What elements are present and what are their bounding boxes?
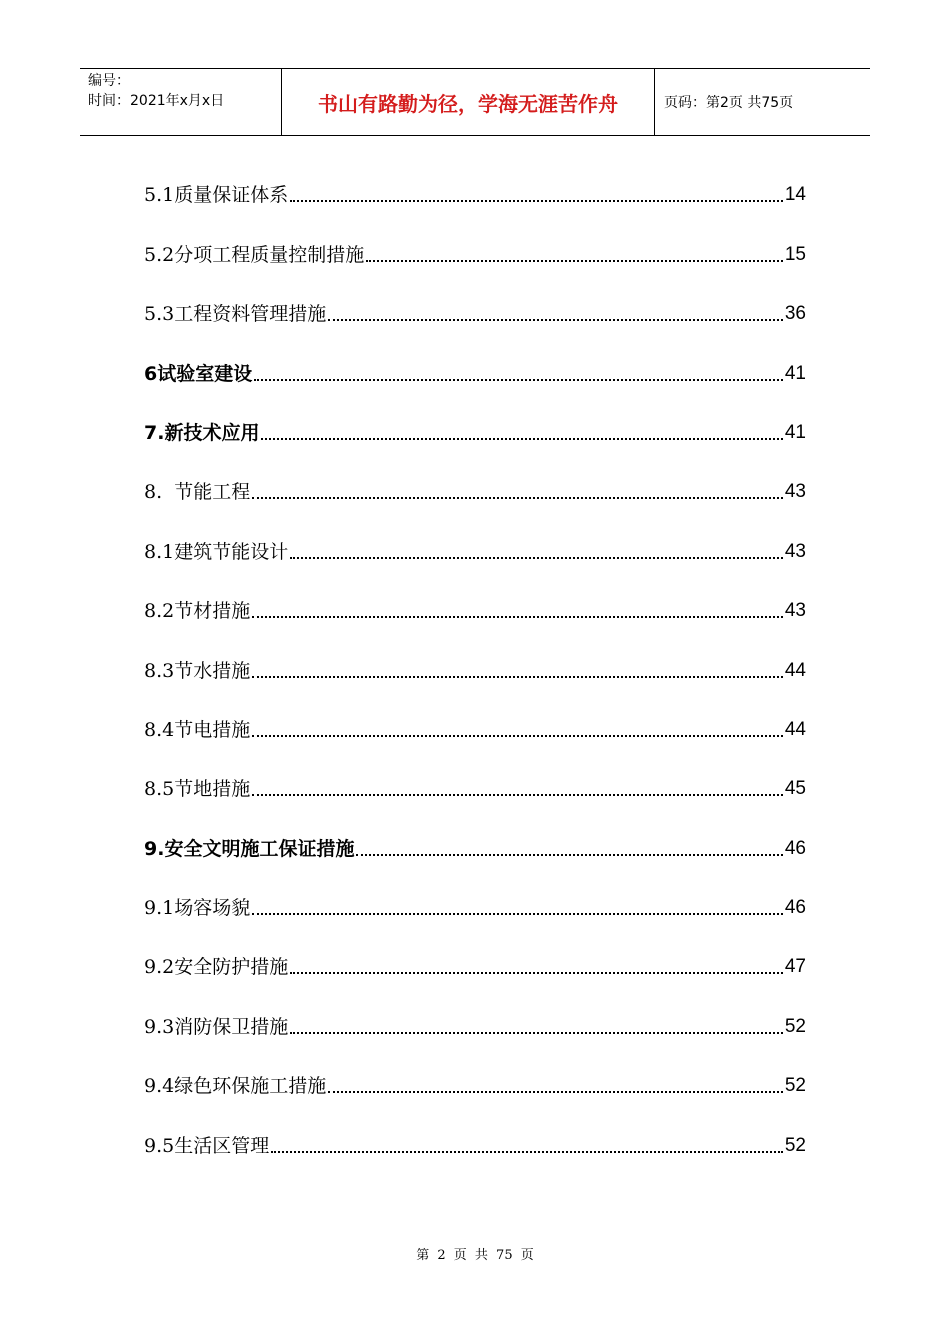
toc-entry[interactable] — [144, 689, 806, 748]
toc-entry-page: 46 — [784, 897, 806, 919]
toc-dot-leader — [290, 1032, 783, 1034]
toc-entry-label: 6试验室建设 — [144, 362, 253, 385]
toc-entry-page: 14 — [784, 184, 806, 206]
toc-entry-label: 8.5节地措施 — [144, 778, 251, 801]
toc-entry[interactable] — [144, 392, 806, 451]
header-number-label: 编号： — [88, 73, 130, 89]
toc-dot-leader — [252, 794, 783, 796]
toc-entry[interactable] — [144, 629, 806, 688]
toc-dot-leader — [252, 616, 783, 618]
toc-entry-label: 9.2安全防护措施 — [144, 956, 289, 979]
toc-entry[interactable] — [144, 807, 806, 866]
table-of-contents — [144, 154, 806, 1164]
toc-dot-leader — [328, 1091, 783, 1093]
toc-dot-leader — [290, 557, 783, 559]
toc-dot-leader — [252, 676, 783, 678]
toc-dot-leader — [356, 854, 782, 856]
toc-entry-label: 8.1建筑节能设计 — [144, 540, 289, 563]
toc-entry[interactable] — [144, 213, 806, 272]
header-motto: 书山有路勤为径，学海无涯苦作舟 — [318, 91, 618, 116]
header-meta — [88, 71, 282, 111]
toc-entry-page: 52 — [784, 1075, 806, 1097]
toc-entry[interactable] — [144, 273, 806, 332]
toc-dot-leader — [328, 319, 783, 321]
toc-entry-page: 52 — [784, 1015, 806, 1037]
toc-entry[interactable] — [144, 985, 806, 1044]
toc-entry[interactable] — [144, 332, 806, 391]
toc-entry-label: 9.1场容场貌 — [144, 897, 251, 920]
toc-entry-page: 52 — [784, 1134, 806, 1156]
toc-dot-leader — [366, 260, 783, 262]
toc-entry-page: 36 — [784, 303, 806, 325]
toc-entry-page: 43 — [784, 540, 806, 562]
toc-entry[interactable] — [144, 867, 806, 926]
toc-dot-leader — [252, 735, 783, 737]
toc-entry[interactable] — [144, 1104, 806, 1163]
toc-entry-page: 44 — [784, 659, 806, 681]
toc-entry[interactable] — [144, 926, 806, 985]
toc-dot-leader — [290, 200, 783, 202]
header-date-label: 时间：2021年x月x日 — [88, 93, 225, 109]
toc-dot-leader — [261, 438, 782, 440]
header-page-info: 页码：第2页 共75页 — [664, 95, 794, 111]
toc-entry-label: 7.新技术应用 — [144, 421, 260, 444]
toc-entry[interactable] — [144, 451, 806, 510]
toc-entry-page: 43 — [784, 600, 806, 622]
toc-entry[interactable] — [144, 510, 806, 569]
toc-entry-label: 9.4绿色环保施工措施 — [144, 1075, 327, 1098]
toc-entry-label: 8.2节材措施 — [144, 600, 251, 623]
toc-entry-label: 8.3节水措施 — [144, 659, 251, 682]
toc-entry-label: 5.1质量保证体系 — [144, 184, 289, 207]
header-divider-right — [654, 69, 655, 135]
toc-entry-page: 41 — [784, 421, 806, 443]
toc-entry-label: 5.3工程资料管理措施 — [144, 303, 327, 326]
toc-entry-label: 9.3消防保卫措施 — [144, 1015, 289, 1038]
toc-entry[interactable] — [144, 154, 806, 213]
toc-entry-label: 9.安全文明施工保证措施 — [144, 837, 355, 860]
toc-entry-label: 8. 节能工程 — [144, 481, 251, 504]
toc-entry-page: 45 — [784, 778, 806, 800]
toc-entry-label: 8.4节电措施 — [144, 718, 251, 741]
toc-entry-page: 46 — [784, 837, 806, 859]
toc-entry-page: 43 — [784, 481, 806, 503]
toc-entry[interactable] — [144, 748, 806, 807]
toc-entry-page: 15 — [784, 243, 806, 265]
toc-dot-leader — [252, 497, 783, 499]
toc-entry[interactable] — [144, 1045, 806, 1104]
toc-entry-page: 47 — [784, 956, 806, 978]
toc-dot-leader — [271, 1151, 783, 1153]
page-footer: 第 2 页 共 75 页 — [416, 1248, 534, 1263]
toc-dot-leader — [290, 972, 783, 974]
toc-entry-label: 5.2分项工程质量控制措施 — [144, 243, 365, 266]
toc-dot-leader — [252, 913, 783, 915]
toc-entry[interactable] — [144, 570, 806, 629]
page-header — [80, 68, 870, 136]
toc-entry-label: 9.5生活区管理 — [144, 1134, 270, 1157]
toc-entry-page: 41 — [784, 362, 806, 384]
toc-dot-leader — [254, 379, 783, 381]
toc-entry-page: 44 — [784, 718, 806, 740]
